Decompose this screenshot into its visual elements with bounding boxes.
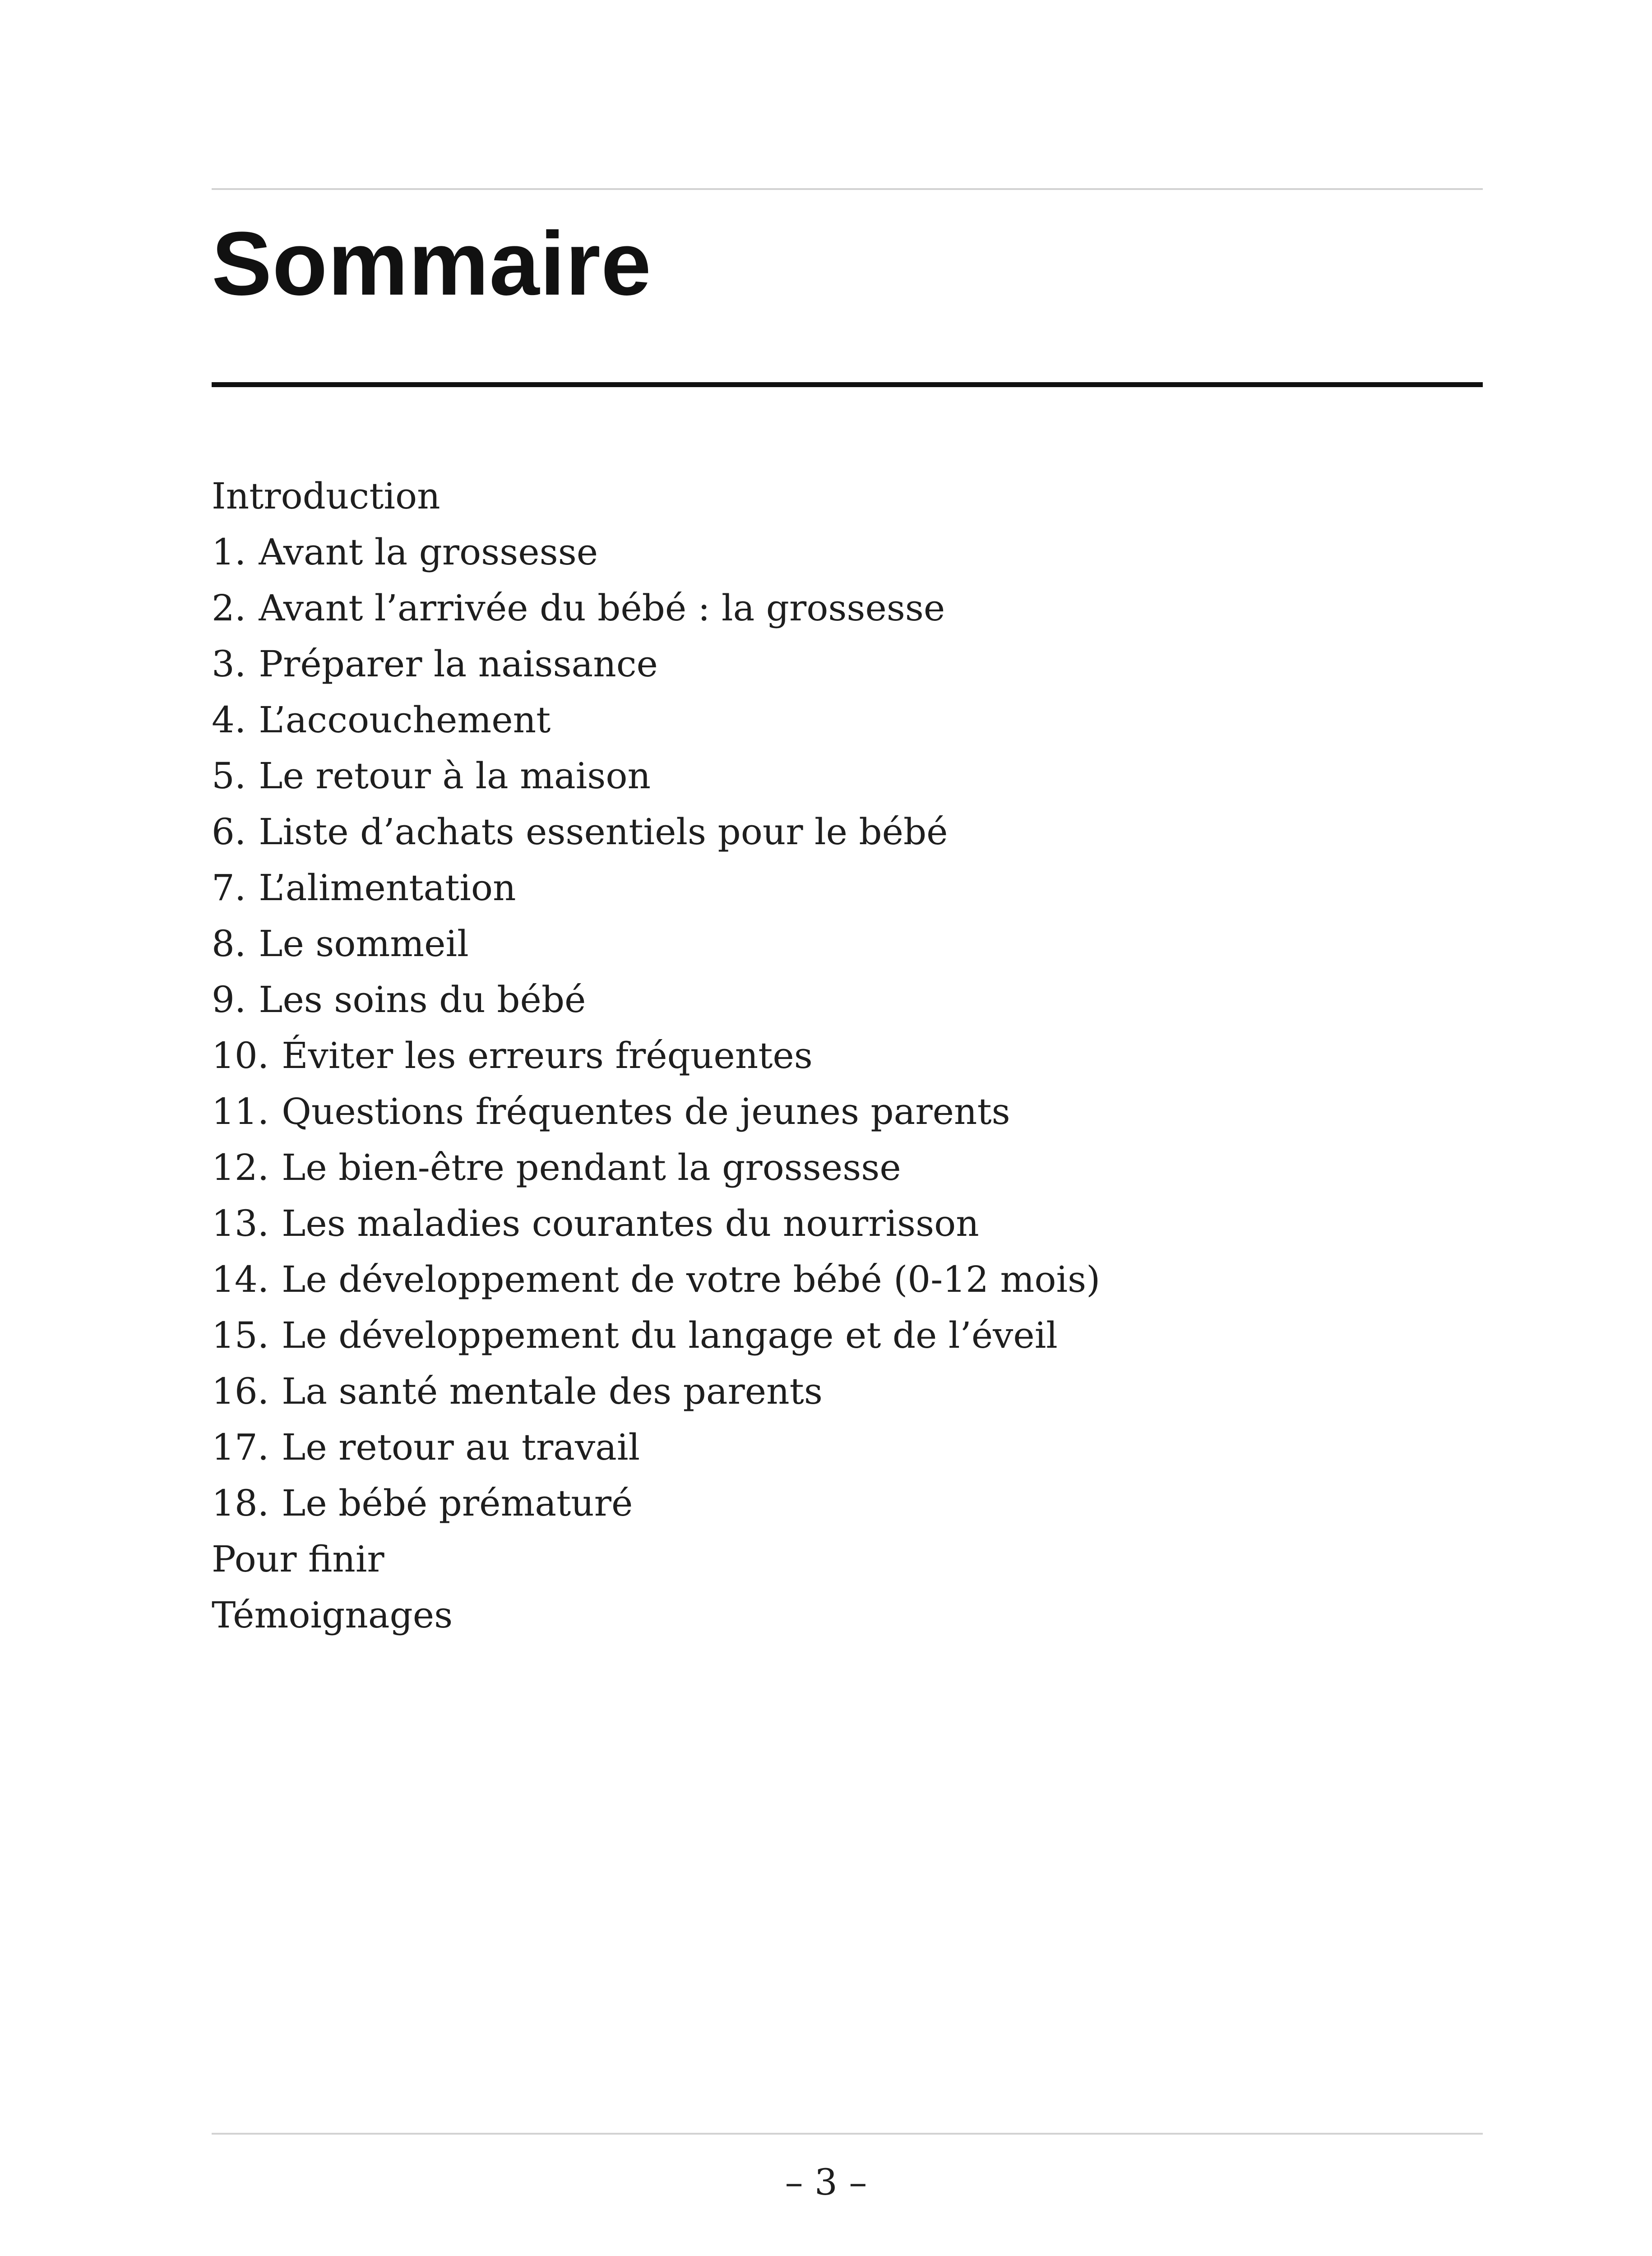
toc-item-13 [212,1196,1100,1252]
toc-entry-label: Le bien-être pendant la grossesse [282,1146,901,1188]
toc-entry-number: 7. [212,867,246,909]
toc-entry-number: 6. [212,811,246,853]
toc-item-18 [212,1475,1100,1531]
toc-item-14 [212,1252,1100,1308]
toc-entry-label: Le sommeil [259,923,469,965]
toc-entry-label: Liste d’achats essentiels pour le bébé [259,811,948,853]
table-of-contents [212,468,1100,1643]
toc-entry-label: Témoignages [212,1594,453,1636]
toc-entry-number: 2. [212,587,246,629]
toc-entry-label: L’alimentation [259,867,516,909]
toc-entry-number: 8. [212,923,246,965]
toc-entry-label: Le bébé prématuré [282,1482,633,1524]
toc-entry-label: Préparer la naissance [259,643,658,685]
toc-entry-number: 11. [212,1091,269,1133]
toc-entry-number: 5. [212,755,246,797]
toc-entry-number: 16. [212,1370,269,1412]
toc-entry-number: 13. [212,1202,269,1244]
toc-entry-number: 14. [212,1258,269,1300]
toc-item-15 [212,1308,1100,1364]
toc-entry-label: Éviter les erreurs fréquentes [282,1035,813,1077]
toc-entry-label: Le développement du langage et de l’éveil [282,1314,1058,1356]
toc-item-pour-finir [212,1531,1100,1587]
toc-item-temoignages [212,1587,1100,1643]
toc-item-12 [212,1140,1100,1196]
title-underline [212,382,1483,387]
toc-item-3 [212,636,1100,692]
toc-item-8 [212,916,1100,972]
toc-entry-label: La santé mentale des parents [282,1370,823,1412]
toc-item-introduction [212,468,1100,524]
toc-entry-number: 9. [212,979,246,1021]
toc-entry-number: 15. [212,1314,269,1356]
toc-entry-label: Pour finir [212,1538,384,1580]
page-number: – 3 – [785,2161,867,2203]
toc-entry-label: Le retour à la maison [259,755,651,797]
toc-item-2 [212,580,1100,636]
toc-item-11 [212,1084,1100,1140]
toc-entry-number: 1. [212,531,246,573]
toc-item-5 [212,748,1100,804]
bottom-divider [212,2133,1483,2135]
toc-entry-label: Les maladies courantes du nourrisson [282,1202,979,1244]
toc-entry-number: 18. [212,1482,269,1524]
toc-entry-number: 10. [212,1035,269,1077]
toc-entry-number: 3. [212,643,246,685]
top-divider [212,188,1483,190]
toc-item-6 [212,804,1100,860]
toc-item-9 [212,972,1100,1028]
toc-entry-label: Les soins du bébé [259,979,586,1021]
page-title: Sommaire [212,213,652,314]
toc-entry-label: Questions fréquentes de jeunes parents [282,1091,1010,1133]
toc-item-10 [212,1028,1100,1084]
toc-item-4 [212,692,1100,748]
toc-item-16 [212,1364,1100,1419]
toc-item-7 [212,860,1100,916]
toc-entry-label: Introduction [212,475,440,517]
toc-entry-number: 17. [212,1426,269,1468]
toc-entry-number: 12. [212,1146,269,1188]
toc-item-17 [212,1419,1100,1475]
toc-entry-number: 4. [212,699,246,741]
toc-entry-label: Avant l’arrivée du bébé : la grossesse [259,587,945,629]
toc-item-1 [212,524,1100,580]
toc-entry-label: Le retour au travail [282,1426,640,1468]
toc-entry-label: Le développement de votre bébé (0-12 mois) [282,1258,1101,1300]
toc-entry-label: Avant la grossesse [259,531,598,573]
toc-entry-label: L’accouchement [259,699,551,741]
